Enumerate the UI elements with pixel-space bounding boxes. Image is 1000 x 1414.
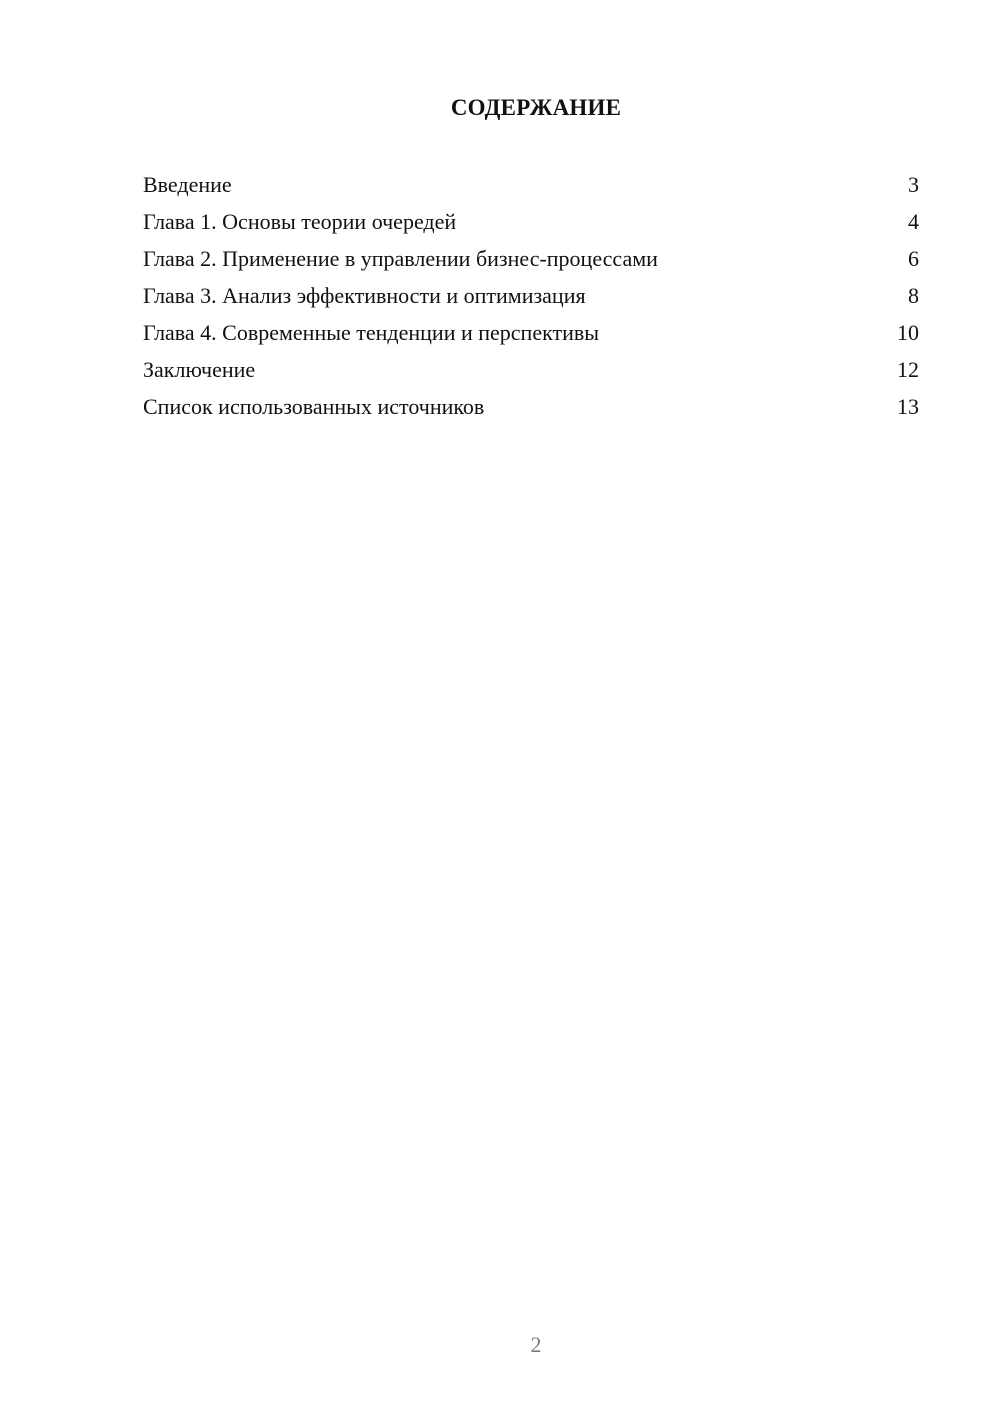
toc-entry-page: 13 (897, 394, 919, 419)
toc-entry-introduction (143, 168, 919, 205)
page-title: СОДЕРЖАНИЕ (450, 95, 622, 120)
page-number: 2 (530, 1332, 542, 1357)
toc-entry-conclusion (143, 353, 919, 390)
toc-entry-chapter-1 (143, 205, 919, 242)
toc-entry-page: 6 (908, 246, 919, 271)
toc-entry-chapter-2 (143, 242, 919, 279)
toc-entry-page: 12 (897, 357, 919, 382)
toc-entry-chapter-4 (143, 316, 919, 353)
toc-entry-title: Список использованных источников (143, 394, 485, 419)
toc-entry-title: Введение (143, 172, 232, 197)
toc-entry-title: Глава 3. Анализ эффективности и оптимизация (143, 283, 586, 308)
toc-entry-page: 3 (908, 172, 919, 197)
toc-entry-title: Заключение (143, 357, 256, 382)
toc-entry-title: Глава 4. Современные тенденции и перспективы (143, 320, 600, 345)
toc-entry-title: Глава 2. Применение в управлении бизнес-процессами (143, 246, 658, 271)
toc-entry-chapter-3 (143, 279, 919, 316)
table-of-contents (143, 168, 919, 427)
toc-entry-page: 10 (897, 320, 919, 345)
toc-entry-page: 4 (908, 209, 919, 234)
toc-entry-page: 8 (908, 283, 919, 308)
toc-entry-title: Глава 1. Основы теории очередей (143, 209, 457, 234)
toc-entry-references (143, 390, 919, 427)
